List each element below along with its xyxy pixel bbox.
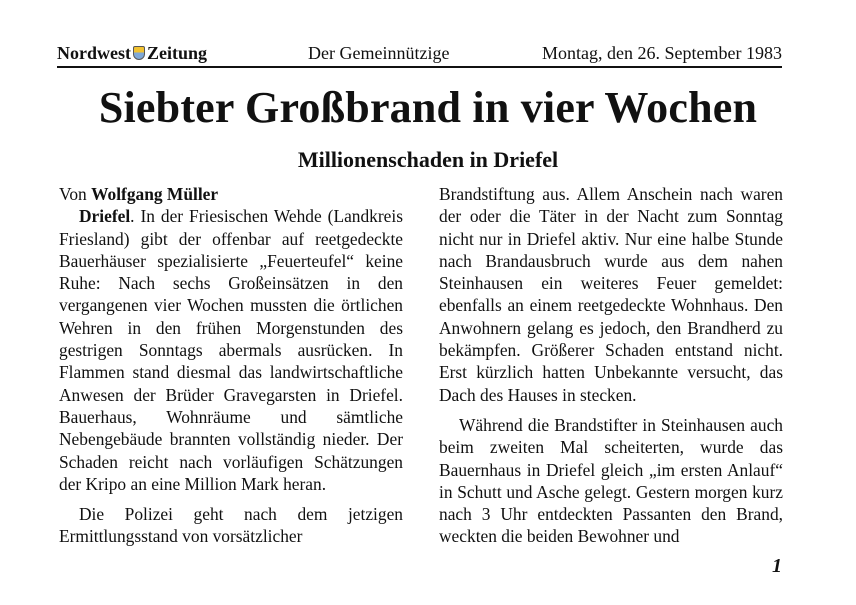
section-name: Der Gemeinnützige: [308, 43, 450, 63]
paper-name-left: Nordwest: [57, 43, 131, 63]
article-column-1: [59, 183, 403, 548]
newspaper-logo: [57, 40, 207, 66]
paragraph-1-text: . In der Friesischen Wehde (Landkreis Friesland) gibt der offenbar auf reetgedeckte Bauerhäuser spezialisierte „Feuerteufel“ keine Ruhe: Nach sechs Großeinsätzen in den vergangenen vier Wochen mussten die örtlichen Wehren in den frühen Morgenstunden des gestrigen Sonntags abermals ausrücken. In Flammen stand diesmal das landwirtschaftliche Anwesen der Brüder Gravegarsten in Driefel. Bauerhaus, Wohnräume und sämtliche Nebengebäude brannten vollständig nieder. Der Schaden reicht nach vorläufigen Schätzungen der Kripo an eine Million Mark heran.: [59, 206, 403, 494]
article-subheadline: Millionenschaden in Driefel: [297, 147, 559, 172]
coat-of-arms-icon: [133, 46, 145, 60]
byline: [59, 183, 403, 205]
article-column-2: [439, 183, 783, 548]
issue-date: Montag, den 26. September 1983: [542, 43, 782, 63]
page-number: 1: [772, 555, 782, 577]
paragraph-3: Während die Brandstifter in Steinhausen auch beim zweiten Mal scheiterten, wurde das Bauernhaus in Driefel gleich „im ersten Anlauf“ in Schutt und Asche gelegt. Gestern morgen kurz nach 3 Uhr entdeckten Passanten den Brand, weckten die beiden Bewohner und: [439, 414, 783, 547]
dateline: Driefel: [79, 206, 131, 227]
paper-name-right: Zeitung: [147, 43, 208, 63]
paragraph-2-start: Die Polizei geht nach dem jetzigen Ermittlungsstand von vorsätzlicher: [59, 504, 403, 547]
paragraph-1: [59, 205, 403, 495]
byline-author: Wolfgang Müller: [91, 184, 219, 204]
masthead: [57, 40, 782, 68]
article-headline: Siebter Großbrand in vier Wochen: [98, 83, 758, 132]
byline-prefix: Von: [59, 184, 87, 204]
paragraph-2-continued: Brandstiftung aus. Allem Anschein nach waren der oder die Täter in der Nacht zum Sonntag nicht nur in Driefel aktiv. Nur eine halbe Stunde nach Brandausbruch wurde aus dem nahen Steinhausen ein weiteres Feuer gemeldet: ebenfalls an einem reetgedeckte Wohnhaus. Den Anwohnern gelang es jedoch, den Brandherd zu bekämpfen. Größerer Schaden entstand nicht. Erst kürzlich hatten Unbekannte versucht, das Dach des Hauses in stecken.: [439, 184, 783, 405]
